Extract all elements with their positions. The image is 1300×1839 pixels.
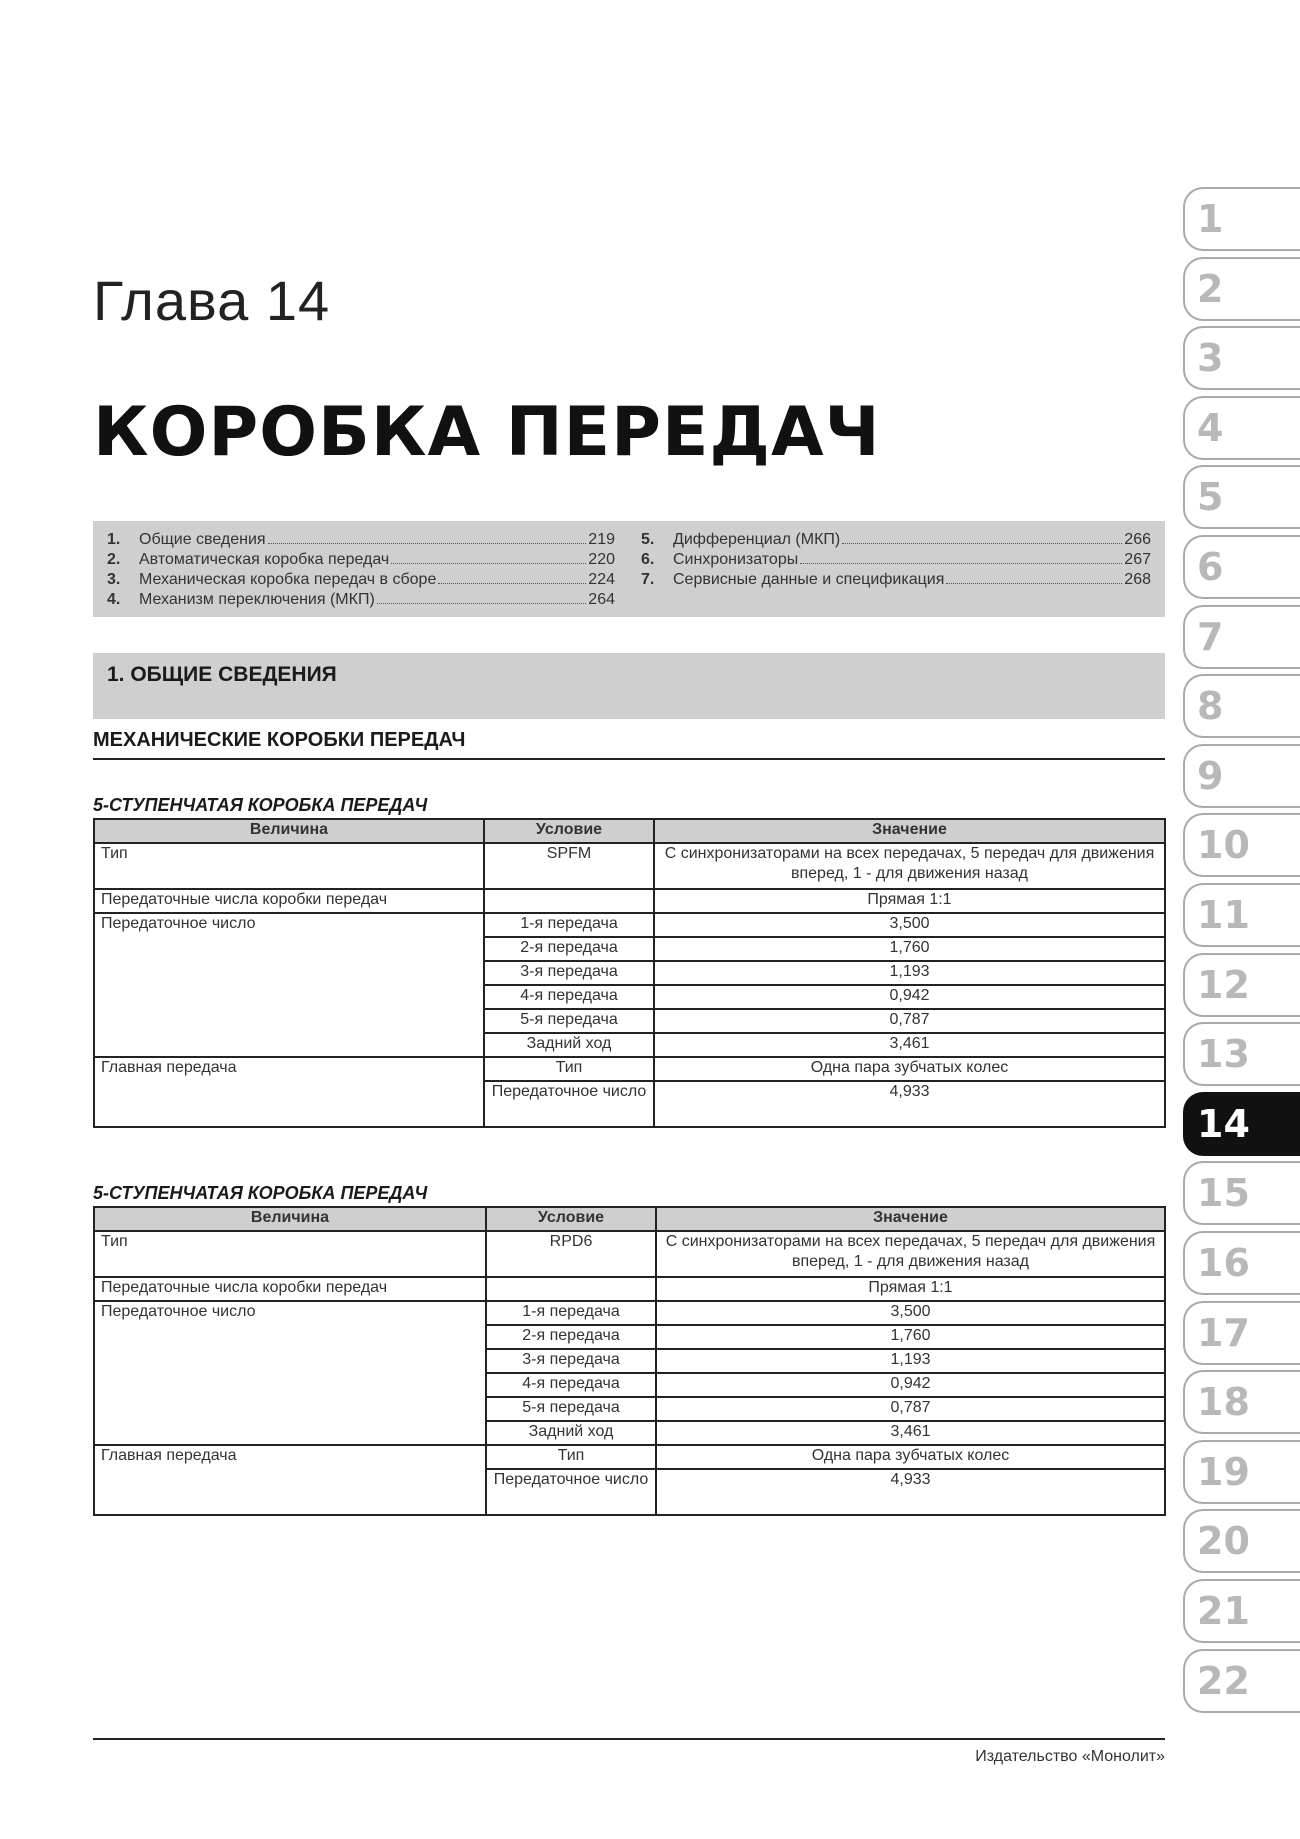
- chapter-tab[interactable]: 11: [1183, 883, 1300, 947]
- table-cell: 2-я передача: [486, 1325, 656, 1349]
- table-cell: SPFM: [484, 843, 654, 889]
- table-of-contents: [93, 521, 1165, 617]
- chapter-tab[interactable]: 1: [1183, 187, 1300, 251]
- table-cell: Прямая 1:1: [656, 1277, 1165, 1301]
- chapter-tab[interactable]: 19: [1183, 1440, 1300, 1504]
- toc-number: 1.: [107, 531, 121, 548]
- chapter-tab[interactable]: 6: [1183, 535, 1300, 599]
- table-cell: Передаточное число: [94, 1301, 486, 1445]
- table-cell: 2-я передача: [484, 937, 654, 961]
- chapter-tab[interactable]: 8: [1183, 674, 1300, 738]
- table-cell: 0,942: [654, 985, 1165, 1009]
- toc-leader: [391, 563, 586, 564]
- toc-leader: [842, 543, 1122, 544]
- chapter-tab[interactable]: 17: [1183, 1301, 1300, 1365]
- toc-page: 266: [1124, 531, 1151, 548]
- chapter-tab[interactable]: 2: [1183, 257, 1300, 321]
- table-cell: Тип: [486, 1445, 656, 1469]
- table-cell: Одна пара зубчатых колес: [656, 1445, 1165, 1469]
- toc-page: 268: [1124, 571, 1151, 588]
- toc-leader: [268, 543, 587, 544]
- table-cell: Тип: [94, 1231, 486, 1277]
- chapter-tab[interactable]: 4: [1183, 396, 1300, 460]
- table-cell: 5-я передача: [486, 1397, 656, 1421]
- table-cell: Одна пара зубчатых колес: [654, 1057, 1165, 1081]
- toc-page: 267: [1124, 551, 1151, 568]
- toc-number: 4.: [107, 591, 121, 608]
- table-cell: [484, 889, 654, 913]
- table-cell: 3,500: [654, 913, 1165, 937]
- table-cell: Передаточное число: [484, 1081, 654, 1127]
- chapter-tab[interactable]: 12: [1183, 953, 1300, 1017]
- chapter-tab[interactable]: 21: [1183, 1579, 1300, 1643]
- toc-text: Механизм переключения (МКП): [139, 591, 375, 608]
- table-cell: Тип: [94, 843, 484, 889]
- table-cell: [486, 1277, 656, 1301]
- section-title: 1. ОБЩИЕ СВЕДЕНИЯ: [107, 663, 337, 686]
- table-cell: С синхронизаторами на всех передачах, 5 передач для движения вперед, 1 - для движения назад: [656, 1231, 1165, 1277]
- table-cell: 0,942: [656, 1373, 1165, 1397]
- toc-number: 5.: [641, 531, 655, 548]
- table-row: [94, 1445, 1165, 1469]
- footer-divider: [93, 1738, 1165, 1740]
- table-cell: 1,760: [656, 1325, 1165, 1349]
- table-cell: 0,787: [656, 1397, 1165, 1421]
- chapter-tab[interactable]: 18: [1183, 1370, 1300, 1434]
- table-cell: 1,193: [656, 1349, 1165, 1373]
- table-cell: 3,461: [654, 1033, 1165, 1057]
- table-cell: Передаточные числа коробки передач: [94, 1277, 486, 1301]
- table-cell: 4,933: [654, 1081, 1165, 1127]
- toc-item[interactable]: [107, 590, 615, 610]
- toc-text: Сервисные данные и спецификация: [673, 571, 945, 588]
- chapter-label: Глава 14: [93, 269, 331, 332]
- table-cell: 3,500: [656, 1301, 1165, 1325]
- toc-number: 7.: [641, 571, 655, 588]
- table-cell: Передаточные числа коробки передач: [94, 889, 484, 913]
- table-cell: 1-я передача: [484, 913, 654, 937]
- table-cell: 3-я передача: [486, 1349, 656, 1373]
- toc-item[interactable]: [107, 530, 615, 550]
- chapter-tab[interactable]: 7: [1183, 605, 1300, 669]
- toc-page: 220: [588, 551, 615, 568]
- table-cell: Передаточное число: [94, 913, 484, 1057]
- table-cell: 4-я передача: [486, 1373, 656, 1397]
- toc-page: 224: [588, 571, 615, 588]
- column-header: Значение: [654, 819, 1165, 843]
- table-cell: 1,760: [654, 937, 1165, 961]
- table-cell: Главная передача: [94, 1445, 486, 1515]
- table-cell: 1-я передача: [486, 1301, 656, 1325]
- toc-page: 219: [588, 531, 615, 548]
- table-cell: Тип: [484, 1057, 654, 1081]
- chapter-tab[interactable]: 3: [1183, 326, 1300, 390]
- toc-text: Механическая коробка передач в сборе: [139, 571, 437, 588]
- toc-leader: [377, 603, 587, 604]
- table-cell: 1,193: [654, 961, 1165, 985]
- table-cell: Задний ход: [484, 1033, 654, 1057]
- table-row: [94, 1231, 1165, 1277]
- chapter-tab[interactable]: 15: [1183, 1161, 1300, 1225]
- spec-table: [93, 1206, 1166, 1516]
- chapter-tab[interactable]: 16: [1183, 1231, 1300, 1295]
- section-header: [93, 653, 1165, 719]
- chapter-tab[interactable]: 5: [1183, 465, 1300, 529]
- toc-text: Дифференциал (МКП): [673, 531, 841, 548]
- spec-table: [93, 818, 1166, 1128]
- table-cell: 5-я передача: [484, 1009, 654, 1033]
- chapter-tab[interactable]: 13: [1183, 1022, 1300, 1086]
- table-row: [94, 913, 1165, 937]
- column-header: Условие: [484, 819, 654, 843]
- toc-leader: [438, 583, 586, 584]
- toc-item[interactable]: [107, 570, 615, 590]
- toc-column-left: [107, 530, 615, 610]
- table-cell: Главная передача: [94, 1057, 484, 1127]
- toc-number: 3.: [107, 571, 121, 588]
- column-header: Величина: [94, 1207, 486, 1231]
- table-cell: Прямая 1:1: [654, 889, 1165, 913]
- table-cell: Задний ход: [486, 1421, 656, 1445]
- table-row: [94, 1277, 1165, 1301]
- toc-leader: [946, 583, 1122, 584]
- column-header: Величина: [94, 819, 484, 843]
- chapter-tab[interactable]: 9: [1183, 744, 1300, 808]
- chapter-tab-active[interactable]: 14: [1183, 1092, 1300, 1156]
- table-cell: Передаточное число: [486, 1469, 656, 1515]
- table-cell: С синхронизаторами на всех передачах, 5 передач для движения вперед, 1 - для движения назад: [654, 843, 1165, 889]
- chapter-title: КОРОБКА ПЕРЕДАЧ: [93, 393, 881, 472]
- table-row: [94, 1301, 1165, 1325]
- chapter-tab[interactable]: 22: [1183, 1649, 1300, 1713]
- toc-leader: [800, 563, 1122, 564]
- column-header: Значение: [656, 1207, 1165, 1231]
- table-cell: RPD6: [486, 1231, 656, 1277]
- column-header: Условие: [486, 1207, 656, 1231]
- chapter-tab[interactable]: 20: [1183, 1509, 1300, 1573]
- toc-column-right: [641, 530, 1151, 590]
- toc-text: Автоматическая коробка передач: [139, 551, 390, 568]
- table-cell: 4,933: [656, 1469, 1165, 1515]
- table-caption: 5-СТУПЕНЧАТАЯ КОРОБКА ПЕРЕДАЧ: [93, 795, 428, 815]
- subheading: МЕХАНИЧЕСКИЕ КОРОБКИ ПЕРЕДАЧ: [93, 729, 1165, 760]
- table-row: [94, 1057, 1165, 1081]
- publisher-footer: Издательство «Монолит»: [975, 1748, 1165, 1765]
- table-cell: 3-я передача: [484, 961, 654, 985]
- table-row: [94, 843, 1165, 889]
- toc-text: Общие сведения: [139, 531, 266, 548]
- chapter-tab[interactable]: 10: [1183, 813, 1300, 877]
- toc-page: 264: [588, 591, 615, 608]
- table-cell: 0,787: [654, 1009, 1165, 1033]
- toc-number: 2.: [107, 551, 121, 568]
- toc-item[interactable]: [641, 530, 1151, 550]
- toc-item[interactable]: [641, 550, 1151, 570]
- toc-text: Синхронизаторы: [673, 551, 799, 568]
- table-row: [94, 889, 1165, 913]
- table-caption: 5-СТУПЕНЧАТАЯ КОРОБКА ПЕРЕДАЧ: [93, 1183, 428, 1203]
- toc-item[interactable]: [107, 550, 615, 570]
- toc-item[interactable]: [641, 570, 1151, 590]
- table-cell: 3,461: [656, 1421, 1165, 1445]
- table-cell: 4-я передача: [484, 985, 654, 1009]
- toc-number: 6.: [641, 551, 655, 568]
